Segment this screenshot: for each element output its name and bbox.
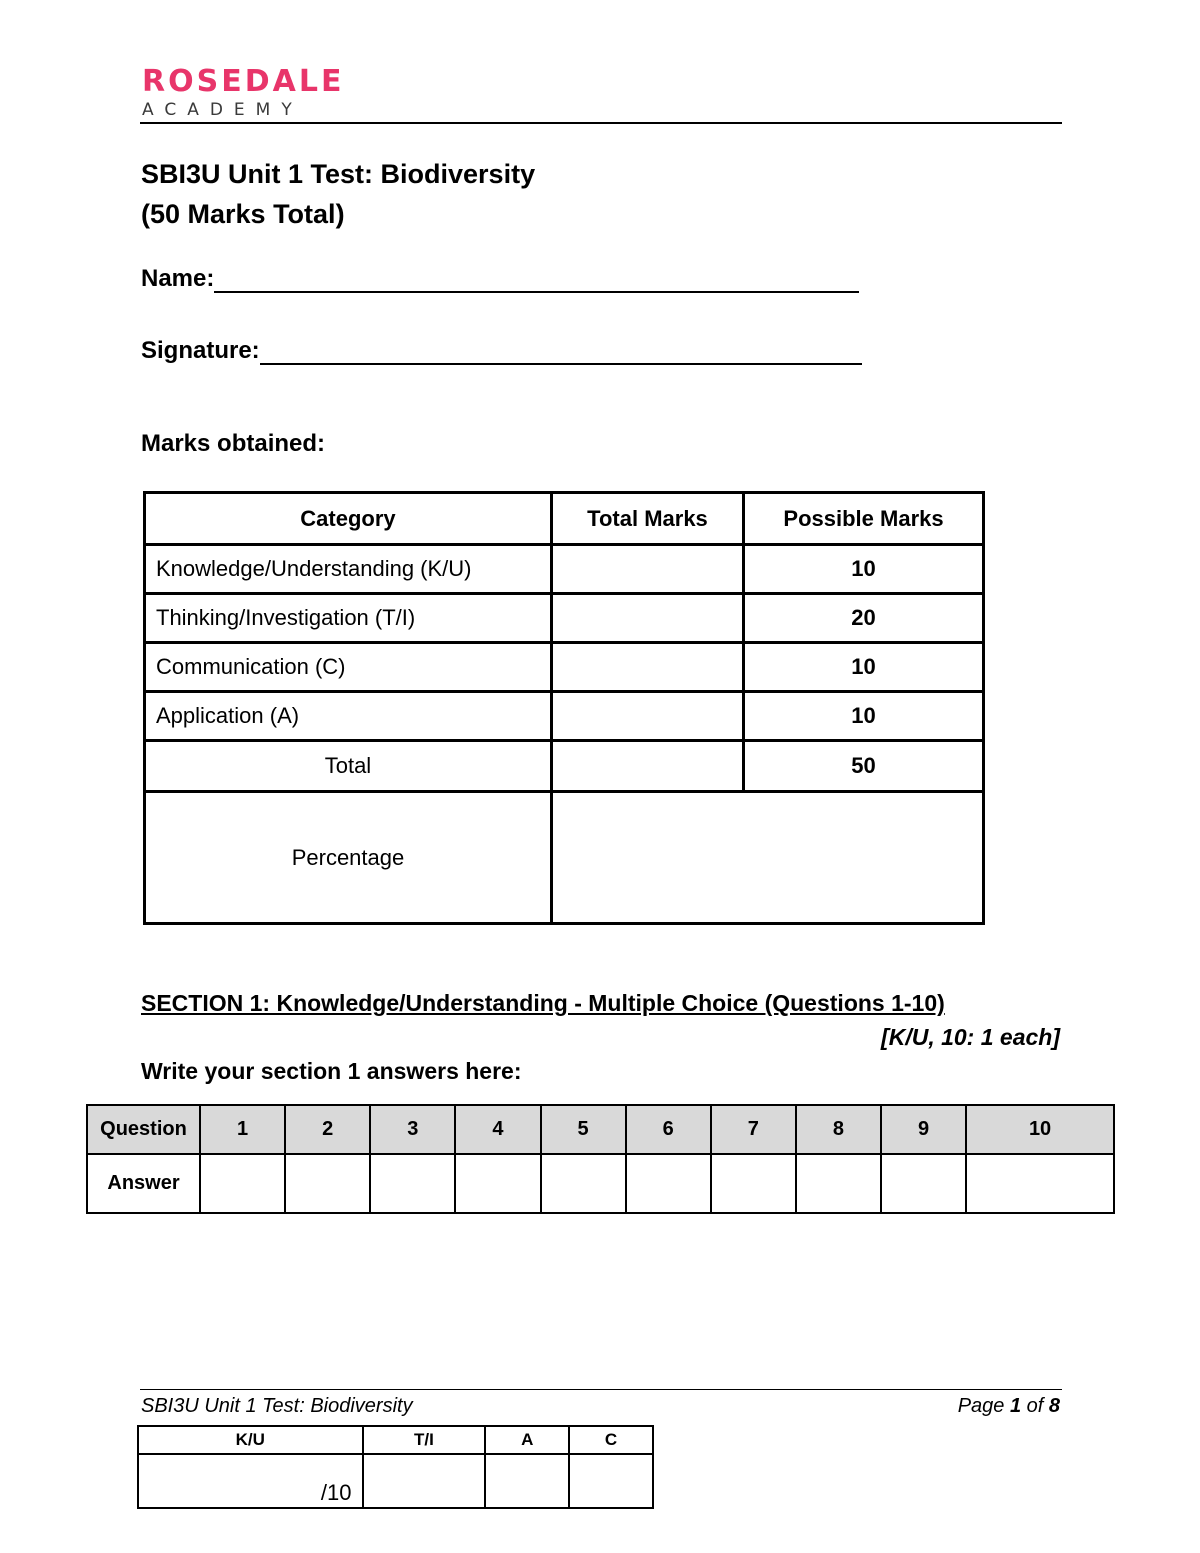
answer-cell[interactable] <box>796 1154 881 1213</box>
percentage-row <box>145 792 984 924</box>
question-number: 7 <box>711 1105 796 1154</box>
page-total: 8 <box>1048 1395 1060 1417</box>
possible-marks-cell: 10 <box>744 643 984 692</box>
score-header-ti: T/I <box>363 1426 486 1454</box>
score-c-cell[interactable] <box>569 1454 653 1508</box>
percentage-cell[interactable] <box>551 792 983 924</box>
total-label: Total <box>145 741 552 792</box>
percentage-label: Percentage <box>145 792 552 924</box>
question-row <box>87 1105 1114 1154</box>
marks-table <box>143 491 985 925</box>
question-number: 6 <box>626 1105 711 1154</box>
title-line-1: SBI3U Unit 1 Test: Biodiversity <box>141 159 536 189</box>
question-number: 10 <box>966 1105 1114 1154</box>
possible-marks-cell: 10 <box>744 692 984 741</box>
footer-rule <box>140 1389 1062 1390</box>
question-number: 4 <box>455 1105 540 1154</box>
answer-cell[interactable] <box>966 1154 1114 1213</box>
page-number <box>958 1395 1060 1418</box>
score-header-row <box>138 1426 653 1454</box>
question-number: 3 <box>370 1105 455 1154</box>
logo <box>142 66 344 120</box>
score-header-a: A <box>485 1426 569 1454</box>
score-header-ku: K/U <box>138 1426 363 1454</box>
table-row <box>145 594 984 643</box>
possible-marks-cell: 20 <box>744 594 984 643</box>
table-row <box>145 643 984 692</box>
page-title <box>141 154 535 234</box>
signature-field <box>141 337 862 365</box>
answers-label: Write your section 1 answers here: <box>141 1058 522 1084</box>
category-cell: Application (A) <box>145 692 552 741</box>
score-ku-cell[interactable]: /10 <box>138 1454 363 1508</box>
page-prefix: Page <box>957 1395 1010 1417</box>
name-field <box>141 265 859 293</box>
answer-row <box>87 1154 1114 1213</box>
name-line[interactable] <box>214 265 859 293</box>
score-header-c: C <box>569 1426 653 1454</box>
section-1-marks: [K/U, 10: 1 each] <box>881 1024 1060 1050</box>
answer-cell[interactable] <box>200 1154 285 1213</box>
section-1-heading: SECTION 1: Knowledge/Understanding - Multiple Choice (Questions 1-10) <box>141 990 945 1016</box>
table-row <box>145 545 984 594</box>
answer-table <box>86 1104 1115 1214</box>
answer-cell[interactable] <box>285 1154 370 1213</box>
score-ti-cell[interactable] <box>363 1454 486 1508</box>
answer-cell[interactable] <box>626 1154 711 1213</box>
marks-obtained-label: Marks obtained: <box>141 430 326 457</box>
answer-cell[interactable] <box>455 1154 540 1213</box>
category-cell: Thinking/Investigation (T/I) <box>145 594 552 643</box>
score-value-row <box>138 1454 653 1508</box>
table-row <box>145 692 984 741</box>
score-a-cell[interactable] <box>485 1454 569 1508</box>
page-current: 1 <box>1009 1395 1022 1417</box>
question-number: 9 <box>881 1105 966 1154</box>
total-marks-cell[interactable] <box>551 692 743 741</box>
page-of: of <box>1021 1395 1049 1417</box>
question-number: 2 <box>285 1105 370 1154</box>
answer-cell[interactable] <box>370 1154 455 1213</box>
header-rule <box>140 122 1062 124</box>
total-marks-cell[interactable] <box>551 643 743 692</box>
signature-line[interactable] <box>260 337 862 365</box>
total-possible-cell: 50 <box>744 741 984 792</box>
question-number: 8 <box>796 1105 881 1154</box>
header-category: Category <box>145 493 552 545</box>
answer-label: Answer <box>87 1154 200 1213</box>
logo-name: ROSEDALE <box>142 64 345 99</box>
total-marks-obtained-cell[interactable] <box>551 741 743 792</box>
total-marks-cell[interactable] <box>551 545 743 594</box>
name-label: Name: <box>141 265 215 292</box>
question-number: 5 <box>541 1105 626 1154</box>
question-label: Question <box>87 1105 200 1154</box>
score-table <box>137 1425 654 1509</box>
marks-table-header <box>145 493 984 545</box>
total-marks-cell[interactable] <box>551 594 743 643</box>
signature-label: Signature: <box>141 337 260 364</box>
title-line-2: (50 Marks Total) <box>141 199 345 229</box>
category-cell: Communication (C) <box>145 643 552 692</box>
answer-cell[interactable] <box>541 1154 626 1213</box>
answer-cell[interactable] <box>881 1154 966 1213</box>
header-possible-marks: Possible Marks <box>744 493 984 545</box>
category-cell: Knowledge/Understanding (K/U) <box>145 545 552 594</box>
total-row <box>145 741 984 792</box>
possible-marks-cell: 10 <box>744 545 984 594</box>
question-number: 1 <box>200 1105 285 1154</box>
header-total-marks: Total Marks <box>551 493 743 545</box>
logo-subtitle: ACADEMY <box>142 100 303 120</box>
footer-title: SBI3U Unit 1 Test: Biodiversity <box>141 1395 413 1417</box>
answer-cell[interactable] <box>711 1154 796 1213</box>
